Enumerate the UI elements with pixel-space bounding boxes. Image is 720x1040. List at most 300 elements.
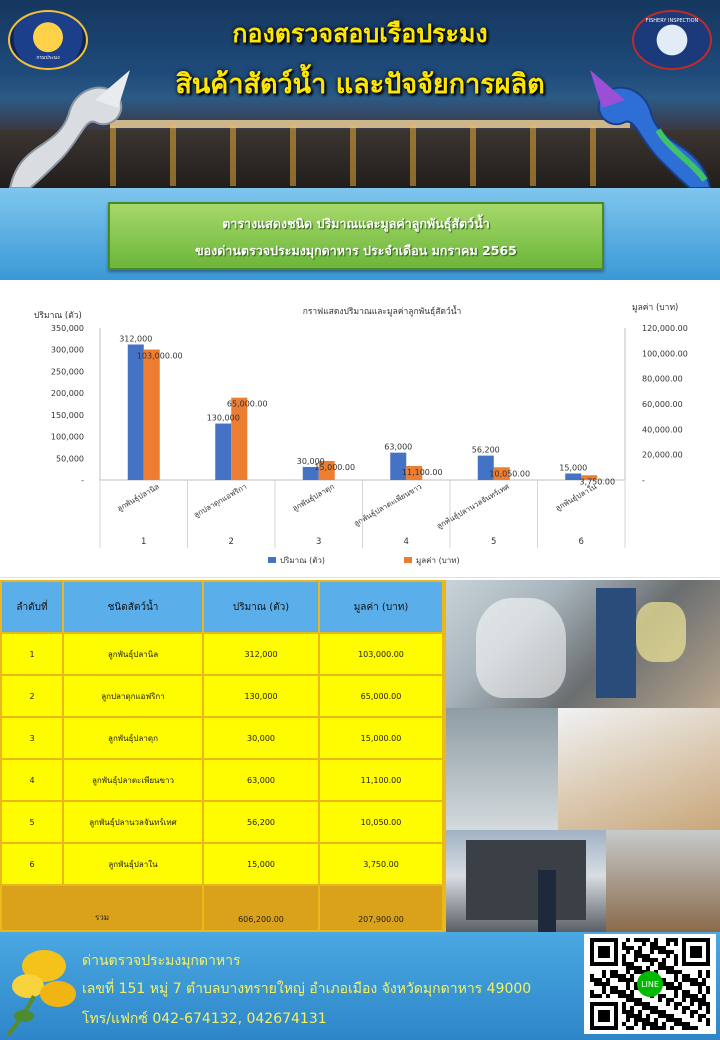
qr-module	[678, 970, 682, 974]
qr-module	[670, 986, 674, 990]
qr-module	[662, 1010, 666, 1014]
y-tick-label: 200,000	[50, 389, 84, 399]
table-header-cell: ชนิดสัตว์น้ำ	[64, 582, 202, 632]
qr-module	[650, 962, 654, 966]
qr-module	[666, 986, 670, 990]
qr-module	[666, 998, 670, 1002]
qr-module	[690, 1014, 694, 1018]
qr-module	[702, 982, 706, 986]
qr-module	[638, 998, 642, 1002]
table-cell: 3	[2, 718, 62, 758]
table-cell: 103,000.00	[320, 634, 442, 674]
qr-module	[698, 986, 702, 990]
qr-module	[674, 1022, 678, 1026]
qr-module	[622, 954, 626, 958]
qr-module	[626, 962, 630, 966]
data-label-quantity: 15,000	[559, 463, 588, 473]
qr-module	[634, 958, 638, 962]
inspector-shape	[538, 870, 556, 932]
qr-module	[638, 1018, 642, 1022]
photo-fish-bags	[446, 580, 720, 708]
qr-module	[622, 962, 626, 966]
qr-module	[658, 994, 662, 998]
table-cell: 130,000	[204, 676, 318, 716]
bag-closeup-left	[446, 708, 558, 830]
qr-module	[690, 994, 694, 998]
y-tick-label: -	[81, 476, 84, 485]
qr-module	[638, 938, 642, 942]
qr-module	[594, 978, 598, 982]
qr-module	[666, 1018, 670, 1022]
y-tick-label: 250,000	[50, 367, 84, 377]
qr-module	[674, 978, 678, 982]
qr-module	[686, 1006, 690, 1010]
table-total-label: รวม	[2, 886, 202, 930]
qr-module	[642, 1018, 646, 1022]
qr-module	[622, 1022, 626, 1026]
qr-module	[626, 938, 630, 942]
y-tick-label: 50,000	[56, 454, 84, 464]
qr-module	[666, 1014, 670, 1018]
line-qr-code[interactable]	[584, 934, 716, 1034]
table-cell: ลูกพันธุ์ปลานวลจันทร์เทศ	[64, 802, 202, 842]
qr-module	[670, 950, 674, 954]
qr-module	[658, 1014, 662, 1018]
qr-module	[690, 1010, 694, 1014]
qr-module	[666, 966, 670, 970]
qr-module	[682, 1022, 686, 1026]
table-cell: 65,000.00	[320, 676, 442, 716]
table-cell: ลูกพันธุ์ปลาตะเพียนขาว	[64, 760, 202, 800]
bar-value	[144, 350, 160, 480]
fish-bag-shape	[636, 602, 686, 662]
qr-module	[706, 1022, 710, 1026]
qr-module	[650, 1006, 654, 1010]
qr-module	[678, 1002, 682, 1006]
qr-module	[626, 1026, 630, 1030]
qr-module	[678, 1022, 682, 1026]
x-tick-label: 4	[403, 537, 409, 547]
qr-module	[622, 958, 626, 962]
qr-module	[702, 998, 706, 1002]
qr-module	[662, 1022, 666, 1026]
qr-module	[658, 1010, 662, 1014]
qr-module	[626, 1010, 630, 1014]
qr-module	[698, 974, 702, 978]
qr-module	[610, 986, 614, 990]
qr-module	[638, 966, 642, 970]
subtitle-band	[0, 188, 720, 280]
qr-module	[602, 986, 606, 990]
footer-address: เลขที่ 151 หมู่ 7 ตำบลบางทรายใหญ่ อำเภอเมือง จังหวัดมุกดาหาร 49000	[82, 981, 532, 997]
bar-quantity	[215, 424, 231, 480]
qr-module	[630, 1006, 634, 1010]
qr-module	[698, 970, 702, 974]
qr-module	[634, 950, 638, 954]
qr-module	[698, 982, 702, 986]
qr-module	[694, 994, 698, 998]
qr-module	[666, 950, 670, 954]
qr-module	[682, 998, 686, 1002]
qr-module	[614, 990, 618, 994]
y2-tick-label: 20,000.00	[642, 450, 683, 460]
qr-module	[682, 978, 686, 982]
table-cell: ลูกปลาดุกแอฟริกา	[64, 676, 202, 716]
qr-module	[646, 1002, 650, 1006]
qr-module	[702, 1002, 706, 1006]
qr-module	[602, 970, 606, 974]
x-tick-label: 5	[491, 537, 497, 547]
qr-module	[662, 966, 666, 970]
y2-tick-label: 120,000.00	[642, 324, 688, 333]
qr-module	[622, 946, 626, 950]
qr-module	[674, 1002, 678, 1006]
qr-module	[618, 974, 622, 978]
qr-module	[646, 966, 650, 970]
qr-module	[702, 994, 706, 998]
qr-module	[626, 966, 630, 970]
qr-finder	[690, 946, 702, 958]
qr-module	[650, 942, 654, 946]
qr-module	[598, 982, 602, 986]
qr-finder	[598, 946, 610, 958]
qr-module	[618, 990, 622, 994]
x-category-name: ลูกปลาดุกแอฟริกา	[192, 481, 249, 520]
data-label-value: 15,000.00	[314, 463, 356, 472]
qr-module	[686, 974, 690, 978]
qr-module	[650, 950, 654, 954]
qr-module	[590, 990, 594, 994]
qr-module	[682, 1006, 686, 1010]
qr-module	[698, 1014, 702, 1018]
data-label-quantity: 63,000	[384, 442, 413, 452]
footer-phone: โทร/แฟกซ์ 042-674132, 042674131	[82, 1011, 327, 1027]
qr-module	[630, 998, 634, 1002]
qr-module	[658, 962, 662, 966]
qr-module	[674, 942, 678, 946]
qr-module	[646, 1018, 650, 1022]
qr-module	[670, 970, 674, 974]
qr-module	[634, 938, 638, 942]
qr-module	[674, 962, 678, 966]
qr-module	[694, 978, 698, 982]
y-tick-label: 350,000	[50, 324, 84, 333]
qr-module	[646, 954, 650, 958]
photo-fish-closeup	[446, 708, 720, 830]
qr-module	[638, 1002, 642, 1006]
qr-module	[662, 1026, 666, 1030]
qr-module	[630, 974, 634, 978]
qr-module	[626, 1018, 630, 1022]
subtitle-line1: ตารางแสดงชนิด ปริมาณและมูลค่าลูกพันธุ์สัตว์น้ำ	[222, 216, 490, 231]
legend-swatch-value	[404, 557, 412, 563]
qr-module	[666, 942, 670, 946]
qr-module	[654, 1006, 658, 1010]
qr-module	[674, 938, 678, 942]
qr-module	[706, 986, 710, 990]
y2-tick-label: 80,000.00	[642, 374, 683, 384]
qr-module	[638, 954, 642, 958]
qr-module	[686, 994, 690, 998]
qr-module	[642, 1026, 646, 1030]
line-badge-label: LINE	[641, 980, 659, 989]
table-cell: 4	[2, 760, 62, 800]
qr-module	[706, 1006, 710, 1010]
qr-module	[626, 950, 630, 954]
qr-module	[610, 974, 614, 978]
x-category-name: ลูกพันธุ์ปลาตะเพียนขาว	[352, 481, 424, 529]
qr-module	[666, 970, 670, 974]
qr-module	[706, 970, 710, 974]
subtitle-line2: ของด่านตรวจประมงมุกดาหาร ประจำเดือน มกราคม 2565	[195, 243, 517, 258]
qr-module	[622, 942, 626, 946]
qr-module	[634, 1002, 638, 1006]
qr-module	[674, 1018, 678, 1022]
qr-module	[662, 1014, 666, 1018]
qr-module	[630, 962, 634, 966]
table-cell: 15,000.00	[320, 718, 442, 758]
table-cell: ลูกพันธุ์ปลาดุก	[64, 718, 202, 758]
qr-module	[682, 1026, 686, 1030]
table-cell: 30,000	[204, 718, 318, 758]
qr-module	[642, 938, 646, 942]
qr-module	[706, 990, 710, 994]
qr-module	[626, 946, 630, 950]
qr-module	[694, 1026, 698, 1030]
qr-module	[658, 950, 662, 954]
qr-module	[706, 1010, 710, 1014]
qr-module	[594, 982, 598, 986]
plastic-bag-shape	[476, 598, 566, 698]
qr-module	[634, 1018, 638, 1022]
logo-left-text: กรมประมง	[36, 55, 60, 61]
person-shape	[596, 588, 636, 698]
qr-module	[686, 990, 690, 994]
qr-module	[606, 978, 610, 982]
qr-module	[642, 958, 646, 962]
qr-module	[634, 998, 638, 1002]
qr-module	[638, 946, 642, 950]
qr-module	[638, 950, 642, 954]
data-label-quantity: 56,200	[471, 445, 500, 455]
qr-module	[650, 1010, 654, 1014]
qr-module	[678, 1018, 682, 1022]
table-cell: 11,100.00	[320, 760, 442, 800]
bar-chart	[0, 280, 720, 578]
qr-module	[634, 1022, 638, 1026]
qr-module	[594, 994, 598, 998]
qr-module	[654, 1010, 658, 1014]
qr-module	[706, 1018, 710, 1022]
qr-module	[626, 998, 630, 1002]
legend-swatch-quantity	[268, 557, 276, 563]
qr-module	[670, 998, 674, 1002]
qr-module	[602, 990, 606, 994]
qr-module	[630, 946, 634, 950]
data-label-value: 10,050.00	[489, 469, 531, 479]
table-cell: 3,750.00	[320, 844, 442, 884]
qr-module	[670, 1018, 674, 1022]
qr-finder	[598, 1010, 610, 1022]
qr-module	[682, 994, 686, 998]
qr-module	[606, 994, 610, 998]
qr-module	[682, 1010, 686, 1014]
y2-tick-label: 100,000.00	[642, 349, 688, 359]
qr-module	[698, 1002, 702, 1006]
qr-module	[642, 954, 646, 958]
qr-module	[630, 966, 634, 970]
qr-module	[598, 978, 602, 982]
y-tick-label: 150,000	[50, 410, 84, 420]
qr-module	[654, 946, 658, 950]
qr-module	[622, 1010, 626, 1014]
flower-image	[4, 936, 84, 1036]
table-cell: 1	[2, 634, 62, 674]
qr-module	[626, 978, 630, 982]
data-label-value: 11,100.00	[401, 467, 443, 477]
qr-module	[630, 1010, 634, 1014]
chart-area	[0, 280, 720, 578]
qr-module	[698, 1018, 702, 1022]
qr-module	[662, 946, 666, 950]
data-table	[0, 580, 446, 932]
qr-module	[690, 1002, 694, 1006]
qr-module	[694, 998, 698, 1002]
qr-module	[610, 970, 614, 974]
qr-module	[666, 1002, 670, 1006]
qr-module	[654, 958, 658, 962]
table-total-quantity: 606,200.00	[204, 886, 318, 930]
y-axis-label: ปริมาณ (ตัว)	[34, 311, 82, 321]
qr-module	[698, 1006, 702, 1010]
x-tick-label: 1	[141, 537, 147, 547]
bar-quantity	[128, 345, 144, 480]
footer	[0, 932, 720, 1040]
page-title-line2: สินค้าสัตว์น้ำ และปัจจัยการผลิต	[175, 69, 545, 100]
table-cell: 6	[2, 844, 62, 884]
qr-module	[642, 1022, 646, 1026]
table-cell: ลูกพันธุ์ปลานิล	[64, 634, 202, 674]
qr-module	[674, 994, 678, 998]
qr-module	[590, 978, 594, 982]
y-tick-label: 100,000	[50, 432, 84, 442]
header-banner	[0, 0, 720, 188]
bag-closeup-right	[558, 708, 720, 830]
qr-module	[654, 1018, 658, 1022]
qr-module	[690, 982, 694, 986]
qr-module	[658, 998, 662, 1002]
qr-module	[650, 958, 654, 962]
qr-module	[682, 974, 686, 978]
qr-module	[666, 982, 670, 986]
qr-module	[666, 954, 670, 958]
x-category-name: ลูกพันธุ์ปลาดุก	[290, 481, 336, 514]
qr-module	[670, 938, 674, 942]
qr-module	[626, 970, 630, 974]
table-cell: 15,000	[204, 844, 318, 884]
qr-module	[674, 958, 678, 962]
qr-module	[642, 1006, 646, 1010]
qr-module	[674, 990, 678, 994]
x-category-name: ลูกพันธุ์ปลานิล	[115, 481, 161, 514]
qr-module	[626, 986, 630, 990]
qr-module	[642, 942, 646, 946]
qr-module	[698, 998, 702, 1002]
qr-module	[674, 986, 678, 990]
table-header-cell: ลำดับที่	[2, 582, 62, 632]
qr-module	[590, 994, 594, 998]
x-category-name: ลูกพันธุ์ปลาใน	[553, 481, 599, 513]
data-label-value: 103,000.00	[136, 351, 183, 361]
qr-module	[658, 1026, 662, 1030]
qr-module	[650, 946, 654, 950]
qr-module	[702, 1014, 706, 1018]
qr-module	[678, 982, 682, 986]
qr-module	[614, 986, 618, 990]
table-total-value: 207,900.00	[320, 886, 442, 930]
qr-module	[646, 1014, 650, 1018]
y-tick-label: 300,000	[50, 345, 84, 355]
qr-module	[622, 1002, 626, 1006]
qr-module	[630, 978, 634, 982]
page-title-line1: กองตรวจสอบเรือประมง	[232, 19, 488, 48]
y2-axis-label: มูลค่า (บาท)	[632, 303, 679, 313]
y2-tick-label: 40,000.00	[642, 425, 683, 435]
qr-module	[642, 1002, 646, 1006]
qr-module	[626, 982, 630, 986]
footer-office-name: ด่านตรวจประมงมุกดาหาร	[82, 953, 241, 969]
legend-label-quantity: ปริมาณ (ตัว)	[280, 556, 326, 565]
qr-module	[646, 938, 650, 942]
data-label-quantity: 130,000	[206, 413, 240, 423]
qr-module	[650, 1026, 654, 1030]
qr-module	[622, 990, 626, 994]
qr-module	[606, 982, 610, 986]
table-cell: 312,000	[204, 634, 318, 674]
data-label-value: 3,750.00	[579, 477, 616, 487]
truck-shape	[466, 840, 586, 920]
x-category-name: ลูกพันธุ์ปลานวลจันทร์เทศ	[435, 481, 511, 531]
qr-module	[686, 1022, 690, 1026]
qr-module	[674, 974, 678, 978]
qr-module	[622, 978, 626, 982]
qr-module	[626, 994, 630, 998]
table-cell: 63,000	[204, 760, 318, 800]
y2-tick-label: -	[642, 476, 645, 485]
qr-module	[634, 970, 638, 974]
qr-module	[690, 978, 694, 982]
cargo-shape	[606, 830, 720, 932]
logo-right-text: FISHERY INSPECTION	[645, 18, 699, 24]
bridge-lights	[110, 126, 630, 186]
qr-module	[690, 1026, 694, 1030]
data-label-quantity: 30,000	[296, 456, 325, 466]
table-cell: 10,050.00	[320, 802, 442, 842]
qr-module	[630, 1026, 634, 1030]
qr-module	[610, 990, 614, 994]
qr-module	[706, 974, 710, 978]
qr-module	[630, 994, 634, 998]
qr-module	[646, 1022, 650, 1026]
table-header-cell: มูลค่า (บาท)	[320, 582, 442, 632]
qr-module	[638, 1014, 642, 1018]
qr-module	[686, 978, 690, 982]
qr-module	[682, 990, 686, 994]
qr-module	[694, 1010, 698, 1014]
table-cell: ลูกพันธุ์ปลาใน	[64, 844, 202, 884]
qr-module	[670, 982, 674, 986]
qr-module	[626, 1014, 630, 1018]
